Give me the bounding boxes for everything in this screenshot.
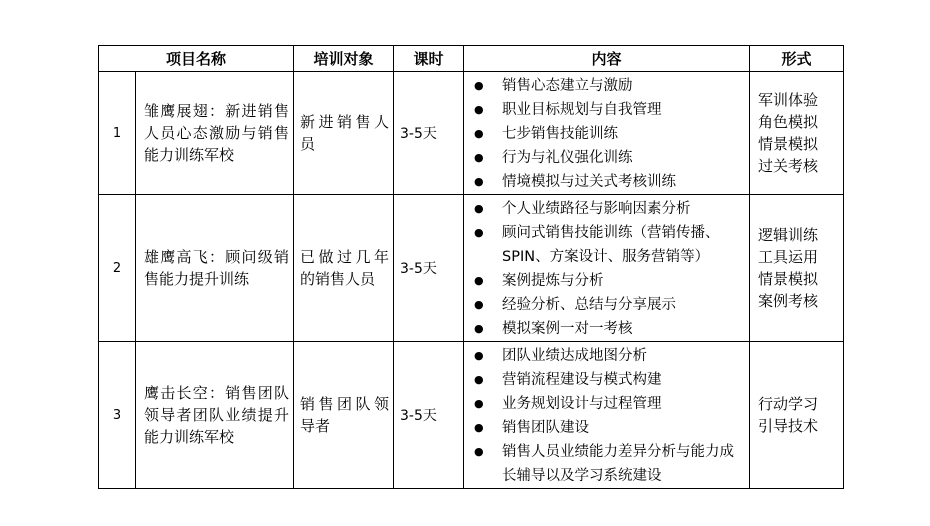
bullet-icon: ● [474, 421, 484, 434]
table-row [99, 342, 844, 489]
project-name: 雄鹰高飞：顾问级销售能力提升训练 [136, 195, 294, 342]
content-item [470, 146, 747, 170]
content-cell [464, 195, 750, 342]
content-cell [464, 72, 750, 195]
table-row [99, 195, 844, 342]
row-number: 3 [99, 342, 136, 489]
content-item-text: 个人业绩路径与影响因素分析 [502, 201, 691, 217]
form-item: 情景模拟 [758, 135, 819, 153]
content-item-text: 职业目标规划与自我管理 [502, 102, 662, 118]
bullet-icon: ● [474, 349, 484, 362]
content-item [470, 197, 747, 221]
content-list [470, 197, 747, 341]
form-item: 过关考核 [758, 157, 819, 175]
content-list [470, 344, 747, 488]
training-programs-table [98, 45, 844, 489]
content-item-text: 销售心态建立与激励 [502, 78, 633, 94]
content-item-text: 业务规划设计与过程管理 [502, 396, 662, 412]
header-target: 培训对象 [294, 46, 394, 72]
content-item [470, 344, 747, 368]
bullet-icon: ● [474, 322, 484, 335]
form-item: 工具运用 [758, 248, 819, 266]
content-item [470, 368, 747, 392]
content-item-text: 经验分析、总结与分享展示 [502, 297, 677, 313]
bullet-icon: ● [474, 226, 484, 239]
form-cell [750, 195, 844, 342]
training-target: 已做过几年的销售人员 [294, 195, 394, 342]
form-item: 逻辑训练 [758, 226, 819, 244]
content-item-text: 团队业绩达成地图分析 [502, 348, 648, 364]
content-item-text: 七步销售技能训练 [502, 126, 619, 142]
course-hours: 3-5天 [394, 72, 464, 195]
header-project-name: 项目名称 [99, 46, 294, 72]
content-item-text: 销售人员业绩能力差异分析与能力成长辅导以及学习系统建设 [502, 444, 735, 484]
bullet-icon: ● [474, 175, 484, 188]
content-item-text: 情境模拟与过关式考核训练 [502, 174, 677, 190]
table-row [99, 72, 844, 195]
form-item: 引导技术 [758, 417, 819, 435]
content-item [470, 74, 747, 98]
content-item [470, 122, 747, 146]
bullet-icon: ● [474, 202, 484, 215]
content-item [470, 317, 747, 341]
content-item [470, 269, 747, 293]
table-body [99, 72, 844, 489]
content-item-text: 销售团队建设 [502, 420, 590, 436]
content-item-text: 营销流程建设与模式构建 [502, 372, 662, 388]
content-item [470, 98, 747, 122]
bullet-icon: ● [474, 445, 484, 458]
header-row [99, 46, 844, 72]
content-item [470, 221, 747, 269]
content-item [470, 293, 747, 317]
bullet-icon: ● [474, 151, 484, 164]
header-content: 内容 [464, 46, 750, 72]
content-item [470, 392, 747, 416]
training-target: 销售团队领导者 [294, 342, 394, 489]
content-item-text: 案例提炼与分析 [502, 273, 604, 289]
content-item [470, 416, 747, 440]
form-cell [750, 72, 844, 195]
form-item: 行动学习 [758, 395, 819, 413]
row-number: 1 [99, 72, 136, 195]
bullet-icon: ● [474, 397, 484, 410]
content-list [470, 74, 747, 194]
bullet-icon: ● [474, 103, 484, 116]
bullet-icon: ● [474, 79, 484, 92]
content-item-text: 顾问式销售技能训练（营销传播、SPIN、方案设计、服务营销等） [502, 225, 720, 265]
project-name: 雏鹰展翅：新进销售人员心态激励与销售能力训练军校 [136, 72, 294, 195]
form-item: 军训体验 [758, 91, 819, 109]
content-item [470, 170, 747, 194]
content-item [470, 440, 747, 488]
course-hours: 3-5天 [394, 195, 464, 342]
content-cell [464, 342, 750, 489]
bullet-icon: ● [474, 127, 484, 140]
form-cell [750, 342, 844, 489]
header-form: 形式 [750, 46, 844, 72]
bullet-icon: ● [474, 274, 484, 287]
bullet-icon: ● [474, 373, 484, 386]
course-hours: 3-5天 [394, 342, 464, 489]
row-number: 2 [99, 195, 136, 342]
form-item: 角色模拟 [758, 113, 819, 131]
header-hours: 课时 [394, 46, 464, 72]
bullet-icon: ● [474, 298, 484, 311]
form-item: 情景模拟 [758, 270, 819, 288]
form-item: 案例考核 [758, 292, 819, 310]
training-target: 新进销售人员 [294, 72, 394, 195]
project-name: 鹰击长空：销售团队领导者团队业绩提升能力训练军校 [136, 342, 294, 489]
content-item-text: 模拟案例一对一考核 [502, 321, 633, 337]
content-item-text: 行为与礼仪强化训练 [502, 150, 633, 166]
